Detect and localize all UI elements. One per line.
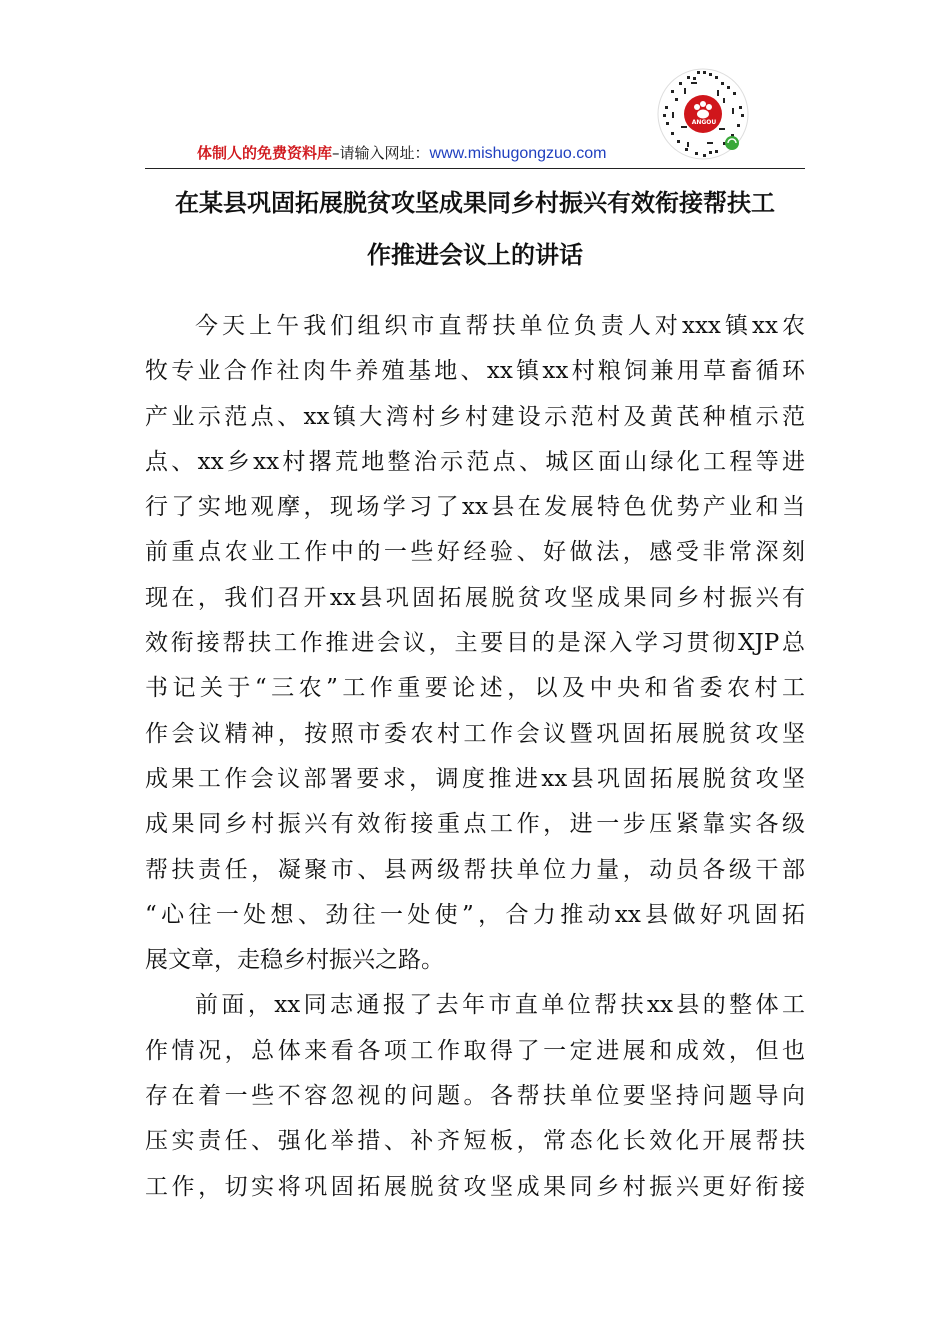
text-line: 前重点农业工作中的一些好经验、好做法，感受非常深刻 [145,539,805,566]
header-separator-text: –请输入网址： [332,144,430,162]
document-body [145,304,805,1210]
text-line: 工作，切实将巩固拓展脱贫攻坚成果同乡村振兴更好衔接 [145,1173,805,1200]
text-line: 展文章，走稳乡村振兴之路。 [145,947,444,974]
text-line: 存在着一些不容忽视的问题。各帮扶单位要坚持问题导向 [145,1083,805,1110]
text-line: 帮扶责任，凝聚市、县两级帮扶单位力量，动员各级干部 [145,856,805,883]
text-line: 产业示范点、xx镇大湾村乡村建设示范村及黄芪种植示范 [145,403,805,430]
text-line: 作会议精神，按照市委农村工作会议暨巩固拓展脱贫攻坚 [145,720,805,747]
text-line: 今天上午我们组织市直帮扶单位负责人对xxx镇xx农 [195,313,805,339]
text-line: 现在，我们召开xx县巩固拓展脱贫攻坚成果同乡村振兴有 [145,584,805,611]
text-line: 压实责任、强化举措、补齐短板，常态化长效化开展帮扶 [145,1128,805,1155]
text-line: 行了实地观摩，现场学习了xx县在发展特色优势产业和当 [145,494,805,521]
qr-logo-text: ANGOU [691,119,717,126]
header-url-link[interactable]: www.mishugongzuo.com [429,145,607,162]
paragraph-1 [145,304,805,983]
text-line: 成果同乡村振兴有效衔接重点工作，进一步压紧靠实各级 [145,811,805,838]
text-line: 效衔接帮扶工作推进会议，主要目的是深入学习贯彻XJP总 [145,630,805,657]
header-banner [145,134,805,169]
document-title [145,177,805,281]
text-line: “心往一处想、劲往一处使”，合力推动xx县做好巩固拓 [145,901,805,928]
text-line: 书记关于“三农”工作重要论述，以及中央和省委农村工 [145,675,805,702]
text-line: 成果工作会议部署要求，调度推进xx县巩固拓展脱贫攻坚 [145,765,805,792]
header-brand-text: 体制人的免费资料库 [197,144,333,162]
paragraph-2 [145,983,805,1209]
text-line: 作情况，总体来看各项工作取得了一定进展和成效，但也 [145,1037,805,1064]
text-line: 前面，xx同志通报了去年市直单位帮扶xx县的整体工 [195,992,805,1019]
header-line [197,142,607,163]
text-line: 牧专业合作社肉牛养殖基地、xx镇xx村粮饲兼用草畜循环 [145,358,805,385]
title-line-1: 在某县巩固拓展脱贫攻坚成果同乡村振兴有效衔接帮扶工 [175,188,775,217]
text-line: 点、xx乡xx村撂荒地整治示范点、城区面山绿化工程等进 [145,448,805,475]
title-line-2: 作推进会议上的讲话 [367,240,583,269]
